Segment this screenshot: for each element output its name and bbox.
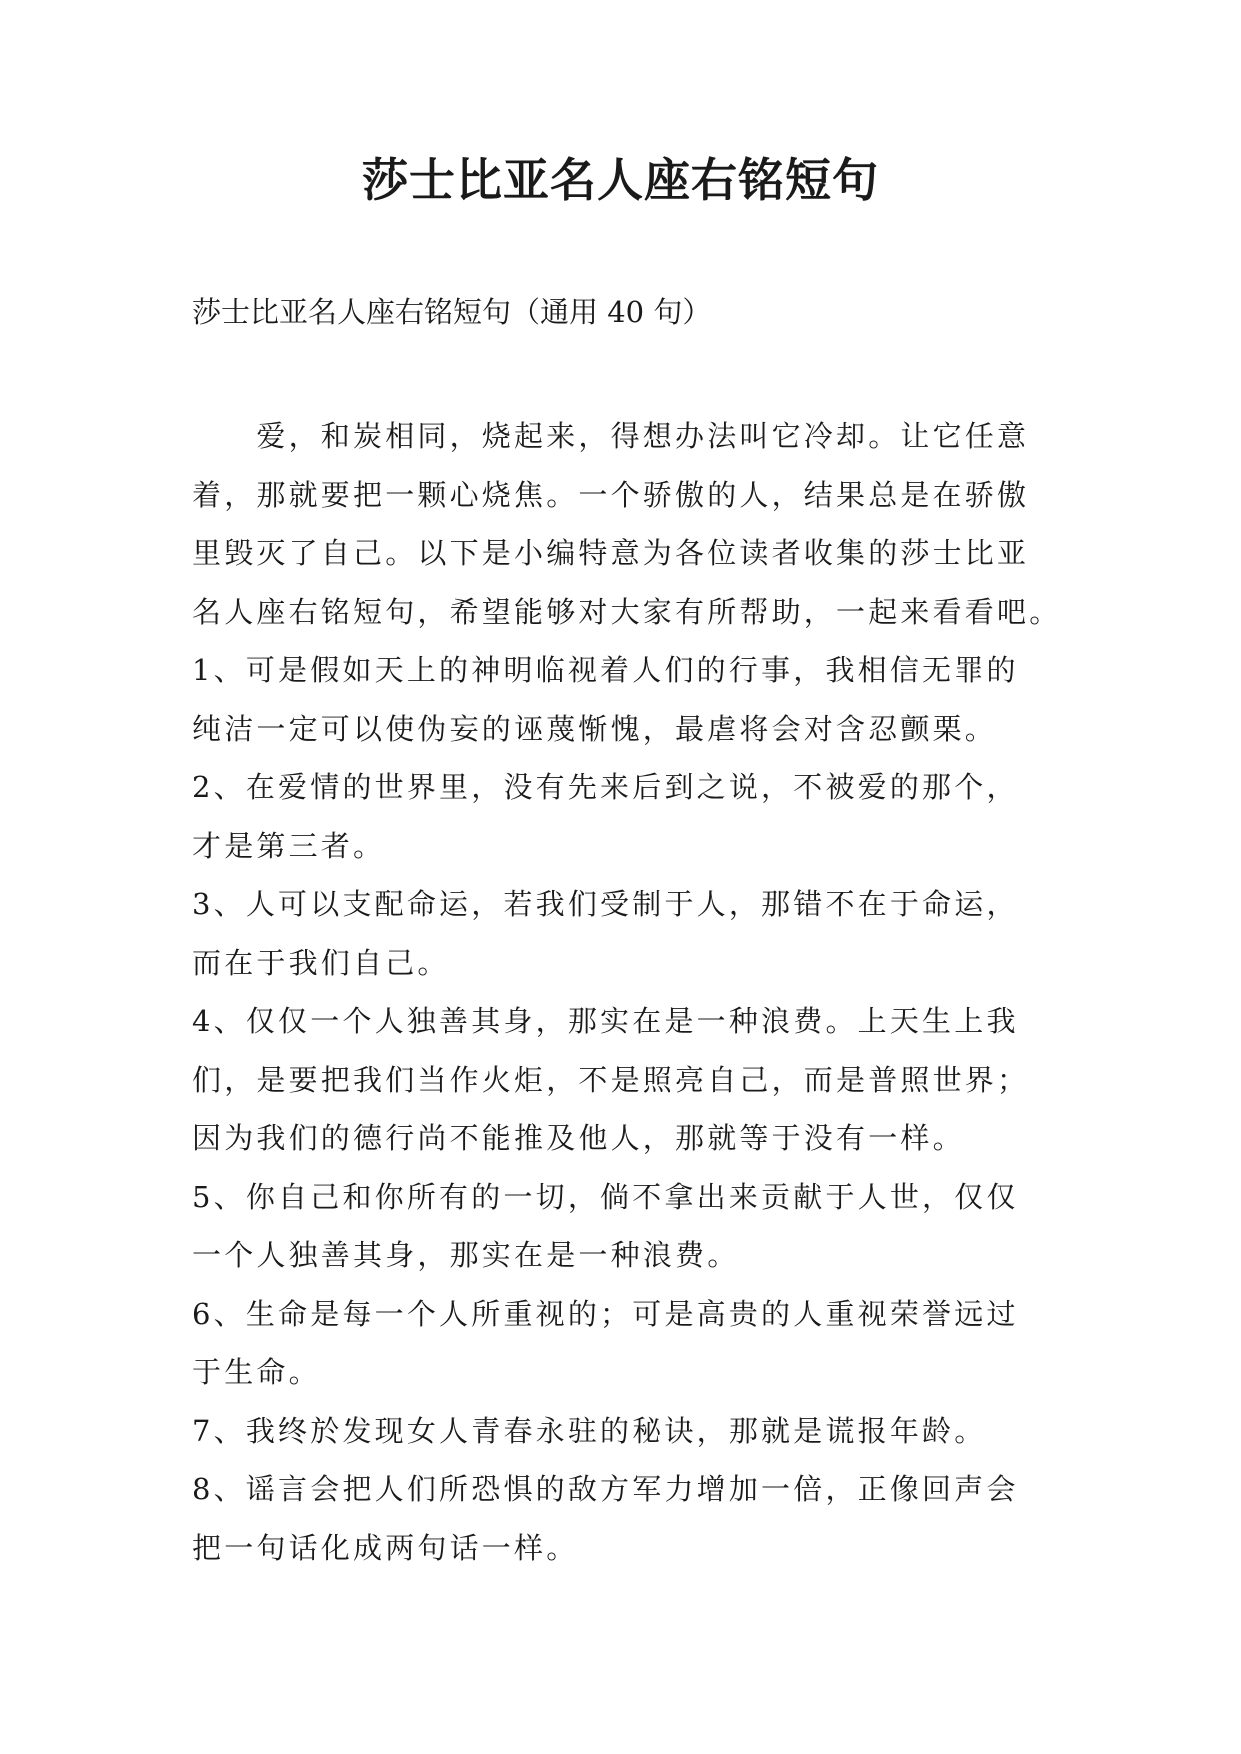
- document-subtitle: 莎士比亚名人座右铭短句（通用 40 句）: [192, 295, 712, 329]
- text-line: 纯洁一定可以使伪妄的诬蔑惭愧，最虐将会对含忍颤栗。: [192, 711, 998, 746]
- text-line: 名人座右铭短句，希望能够对大家有所帮助，一起来看看吧。: [192, 594, 1062, 629]
- text-line: 于生命。: [192, 1355, 321, 1389]
- text-line: 里毁灭了自己。以下是小编特意为各位读者收集的莎士比亚: [192, 536, 1030, 570]
- text-line: 着，那就要把一颗心烧焦。一个骄傲的人，结果总是在骄傲: [192, 477, 1030, 512]
- text-line: 8、谣言会把人们所恐惧的敌方军力增加一倍，正像回声会: [192, 1472, 1019, 1506]
- text-line: 爱，和炭相同，烧起来，得想办法叫它冷却。让它任意: [192, 419, 1030, 453]
- text-line: 才是第三者。: [192, 828, 386, 863]
- text-line: 一个人独善其身，那实在是一种浪费。: [192, 1238, 740, 1272]
- document-body: [192, 407, 1072, 1577]
- text-line: 1、可是假如天上的神明临视着人们的行事，我相信无罪的: [192, 653, 1019, 687]
- text-line: 3、人可以支配命运，若我们受制于人，那错不在于命运，: [192, 887, 1019, 921]
- text-line: 7、我终於发现女人青春永驻的秘诀，那就是谎报年龄。: [192, 1413, 987, 1448]
- text-line: 因为我们的德行尚不能推及他人，那就等于没有一样。: [192, 1121, 965, 1155]
- text-line: 把一句话化成两句话一样。: [192, 1530, 579, 1565]
- text-line: 4、仅仅一个人独善其身，那实在是一种浪费。上天生上我: [192, 1004, 1019, 1038]
- text-line: 2、在爱情的世界里，没有先来后到之说，不被爱的那个，: [192, 770, 1019, 804]
- document-title: 莎士比亚名人座右铭短句: [362, 153, 879, 207]
- text-line: 6、生命是每一个人所重视的；可是高贵的人重视荣誉远过: [192, 1296, 1019, 1331]
- text-line: 而在于我们自己。: [192, 945, 450, 980]
- text-line: 们，是要把我们当作火炬，不是照亮自己，而是普照世界；: [192, 1062, 1030, 1097]
- text-line: 5、你自己和你所有的一切，倘不拿出来贡献于人世，仅仅: [192, 1179, 1019, 1214]
